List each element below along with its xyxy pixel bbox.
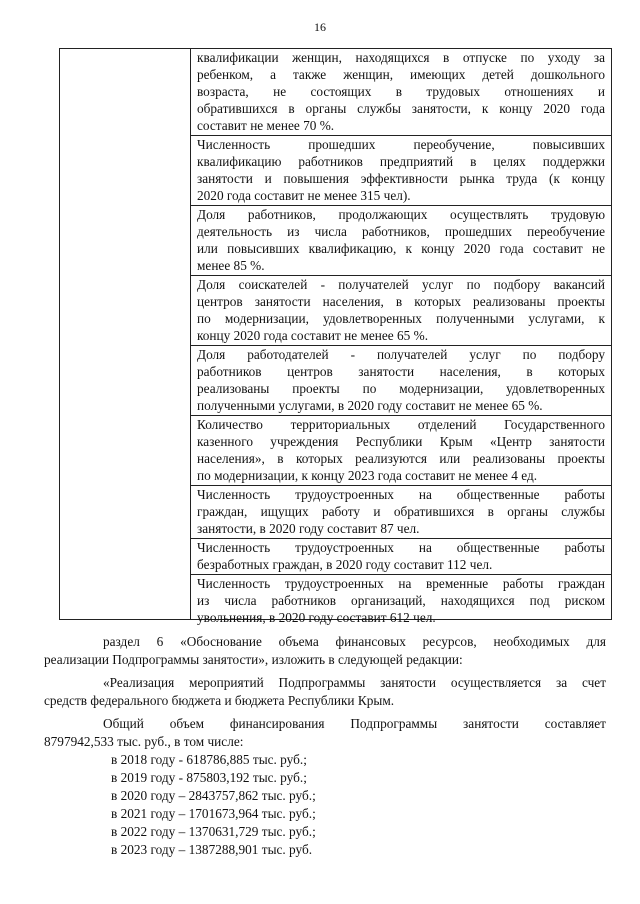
indicator-paragraph	[191, 135, 611, 204]
indicator-line: Доля работодателей - получателей услуг по подбору	[197, 347, 605, 363]
indicator-line: квалификации женщин, находящихся в отпуске по уходу за	[197, 50, 605, 65]
indicator-line: занятости, в 2020 году составит 87 чел.	[197, 521, 420, 537]
indicator-line: работников центров занятости населения, в которых	[197, 364, 605, 380]
indicator-line: или повысивших квалификацию, к концу 2020 года составит не	[197, 241, 605, 257]
indicator-line: из числа работников организаций, находящихся под риском	[197, 592, 605, 608]
indicator-paragraph	[191, 205, 611, 274]
indicator-paragraph	[191, 485, 611, 537]
total-funding-paragraph-line-1: Общий объем финансирования Подпрограммы занятости составляет	[103, 716, 606, 731]
indicator-line: безработных граждан, в 2020 году составит 112 чел.	[197, 557, 493, 573]
funding-year-2018: в 2018 году - 618786,885 тыс. руб.;	[111, 752, 307, 767]
indicator-line: увольнения, в 2020 году составит 612 чел.	[197, 609, 436, 625]
indicators-table	[59, 48, 612, 625]
total-funding-paragraph-line-2: 8797942,533 тыс. руб., в том числе:	[44, 734, 244, 749]
indicator-line: менее 85 %.	[197, 258, 265, 274]
indicator-line: деятельность из числа работников, прошедших переобучение	[197, 224, 605, 240]
indicator-paragraph	[191, 574, 611, 626]
indicator-line: населения», в которых реализуются или реализованы проекты	[197, 451, 605, 467]
funding-source-paragraph-line-1: «Реализация мероприятий Подпрограммы занятости осуществляется за счет	[103, 675, 606, 690]
indicator-paragraph	[191, 415, 611, 484]
indicator-line: казенного учреждения Республики Крым «Центр занятости	[197, 434, 605, 450]
section-6-paragraph-line-2: реализации Подпрограммы занятости», изложить в следующей редакции:	[44, 652, 463, 667]
indicator-line: возраста, не состоящих в трудовых отношениях и	[197, 84, 605, 100]
page-number: 16	[314, 20, 326, 34]
funding-year-2023: в 2023 году – 1387288,901 тыс. руб.	[111, 842, 313, 857]
indicator-line: полученными услугами, в 2020 году составит не менее 65 %.	[197, 398, 543, 414]
indicator-line: 2020 года составит не менее 315 чел).	[197, 188, 411, 204]
indicator-line: составит не менее 70 %.	[197, 118, 335, 134]
indicator-line: Доля работников, продолжающих осуществлять трудовую	[197, 207, 605, 223]
indicator-line: граждан, ищущих работу и обратившихся в органы службы	[197, 504, 605, 520]
funding-year-2020: в 2020 году – 2843757,862 тыс. руб.;	[111, 788, 316, 803]
indicator-line: реализованы проекты по модернизации, удовлетворенных	[197, 381, 605, 397]
funding-year-2021: в 2021 году – 1701673,964 тыс. руб.;	[111, 806, 316, 821]
indicator-paragraph	[191, 345, 611, 414]
indicator-line: по модернизации, к концу 2023 года составит не менее 4 ед.	[197, 468, 538, 484]
indicator-paragraph	[191, 538, 611, 573]
indicator-line: по модернизации, удовлетворенных полученными услугами, к	[197, 311, 605, 327]
indicator-line: ребенком, а также женщин, имеющих детей дошкольного	[197, 67, 605, 83]
section-6-paragraph-line-1: раздел 6 «Обоснование объема финансовых ресурсов, необходимых для	[103, 634, 606, 649]
funding-year-2019: в 2019 году - 875803,192 тыс. руб.;	[111, 770, 307, 785]
indicator-line: концу 2020 года составит не менее 65 %.	[197, 328, 429, 344]
funding-source-paragraph-line-2: средств федерального бюджета и бюджета Республики Крым.	[44, 693, 395, 708]
indicator-line: обратившихся в органы службы занятости, к концу 2020 года	[197, 101, 605, 117]
indicator-paragraph	[191, 275, 611, 344]
indicator-line: Численность прошедших переобучение, повысивших	[197, 137, 605, 153]
indicator-line: квалификацию работников предприятий в целях поддержки	[197, 154, 605, 170]
indicator-paragraph	[191, 49, 611, 134]
indicator-line: Численность трудоустроенных на общественные работы	[197, 487, 605, 503]
indicator-line: Количество территориальных отделений Государственного	[197, 417, 605, 433]
indicators-cell	[191, 49, 611, 625]
indicator-line: Численность трудоустроенных на общественные работы	[197, 540, 605, 555]
indicator-line: занятости и повышения эффективности рынка труда (к концу	[197, 171, 605, 187]
indicator-line: центров занятости населения, в которых реализованы проекты	[197, 294, 605, 310]
indicator-line: Численность трудоустроенных на временные работы граждан	[197, 575, 605, 591]
indicator-line: Доля соискателей - получателей услуг по подбору вакансий	[197, 277, 605, 293]
funding-year-2022: в 2022 году – 1370631,729 тыс. руб.;	[111, 824, 316, 839]
